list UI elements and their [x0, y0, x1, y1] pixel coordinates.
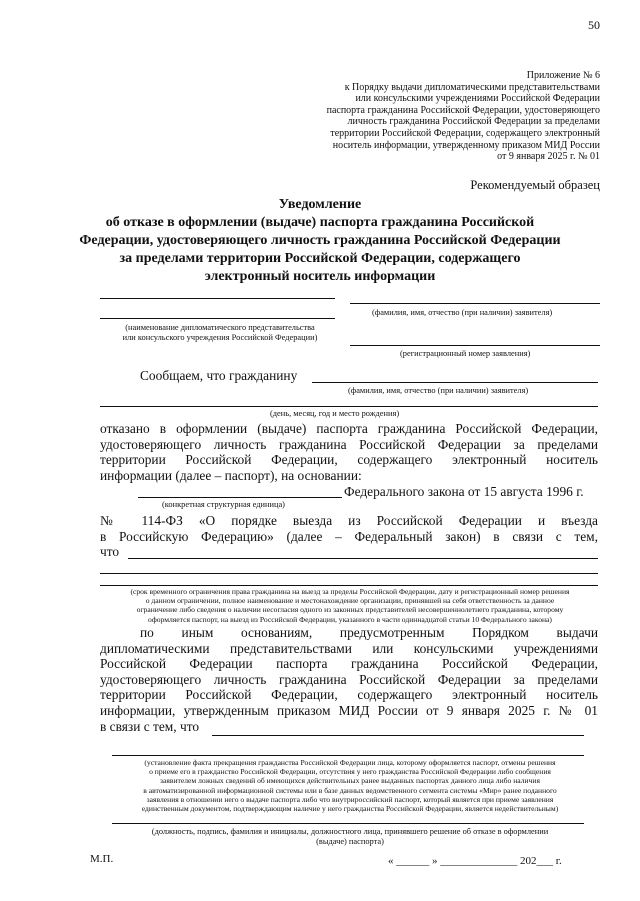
annex-line: носитель информации, утвержденному приказом МИД России [332, 139, 600, 151]
title-line: за пределами территории Российской Федерации, содержащего [119, 251, 521, 266]
federal-law-text: Федерального закона от 15 августа 1996 г. [344, 484, 584, 499]
reason-field-1[interactable] [128, 558, 598, 559]
annex-line: от 9 января 2025 г. № 01 [497, 151, 600, 163]
refusal-line: отказано в оформлении (выдаче) паспорта гражданина Российской Федерации, [100, 421, 598, 436]
mission-name-caption [100, 323, 340, 343]
refusal-line: информации (далее – паспорт), на основании: [100, 467, 362, 483]
applicant-name-field[interactable] [350, 303, 600, 304]
annex-line: личность гражданина Российской Федерации за пределами [347, 116, 600, 128]
other-grounds-paragraph [100, 625, 598, 734]
registration-number-caption: (регистрационный номер заявления) [400, 349, 531, 358]
mission-caption-line: (наименование дипломатического представительства [125, 323, 315, 332]
citizen-name-caption: (фамилия, имя, отчество (при наличии) заявителя) [348, 386, 529, 395]
structural-unit-field[interactable] [138, 497, 342, 498]
caption-line: (срок временного ограничения права гражданина на выезд за пределы Российской Федерации, дату и регистрационный номер решения [130, 587, 570, 596]
law-paragraph [100, 513, 598, 560]
law-line: что [100, 544, 120, 560]
document-title [60, 196, 580, 286]
structural-unit-caption: (конкретная структурная единица) [162, 500, 285, 509]
caption-line: единственным документом, подтверждающим наличие у него гражданства Российской Федерации, является недействительным) [141, 804, 559, 814]
caption-line: в автоматизированной информационной системы или в базе данных ведомственного сегмента системы «Мир» ранее поданного [143, 785, 557, 795]
official-caption-line: (выдаче) паспорта) [316, 837, 384, 846]
refusal-line: удостоверяющего личность гражданина Российской Федерации за пределами [100, 436, 598, 452]
other-line: территории Российской Федерации, содержащего электронный носитель [100, 687, 598, 703]
other-line: Российской Федерации паспорта гражданина Российской Федерации, [100, 656, 598, 672]
title-line: электронный носитель информации [204, 269, 436, 284]
other-line: дипломатическими представительствами или консульскими учреждениями [100, 640, 598, 656]
caption-line: о приеме его в гражданство Российской Федерации, отсутствия у него гражданства Российской Федерации либо сообщения [149, 767, 551, 777]
annex-block [200, 70, 600, 163]
title-line: об отказе в оформлении (выдаче) паспорта гражданина Российской [105, 215, 535, 230]
birth-field[interactable] [100, 406, 598, 407]
other-reason-field-2[interactable] [112, 755, 584, 756]
caption-line: оформляется паспорт, на выезд из Российской Федерации, указанного в части одиннадцатой статьи 10 Федерального закона) [148, 614, 552, 624]
annex-line: или консульскими учреждениями Российской Федерации [355, 93, 600, 105]
termination-caption [100, 758, 600, 813]
mission-caption-line: или консульского учреждения Российской Федерации) [122, 333, 318, 342]
date-field[interactable]: « ______ » ______________ 202___ г. [388, 855, 562, 867]
citizen-name-field[interactable] [312, 382, 598, 383]
caption-line: (установление факта прекращения гражданства Российской Федерации лица, которому оформляется паспорт, отмены решения [144, 758, 556, 767]
law-line: № 114-ФЗ «О порядке выезда из Российской Федерации и въезда [100, 513, 598, 528]
caption-line: заявления в отношении него о выдаче паспорта либо что внутрироссийский паспорт, который является при приеме заявления [146, 794, 554, 804]
other-reason-field-1[interactable] [212, 735, 584, 736]
mission-name-field-2[interactable] [100, 318, 335, 319]
recommended-sample: Рекомендуемый образец [470, 178, 600, 192]
annex-line: Приложение № 6 [526, 70, 600, 81]
official-caption-line: (должность, подпись, фамилия и инициалы, должностного лица, принявшего решение об отказе в оформлении [151, 827, 549, 836]
annex-line: паспорта гражданина Российской Федерации, удостоверяющего [326, 104, 600, 116]
title-heading: Уведомление [278, 197, 362, 212]
mission-name-field[interactable] [100, 298, 335, 299]
official-signature-field[interactable] [112, 823, 584, 824]
law-line: в Российскую Федерацию» (далее – Федеральный закон) в связи с тем, [100, 528, 598, 544]
refusal-paragraph [100, 421, 598, 483]
reason-field-3[interactable] [100, 585, 598, 586]
other-line: в связи с тем, что [100, 718, 200, 734]
caption-line: ограничение либо сведения о наличии несогласия одного из законных представителей несовершеннолетнего гражданина, которому [136, 605, 564, 615]
registration-number-field[interactable] [350, 345, 600, 346]
annex-line: к Порядку выдачи дипломатическими представительствами [344, 81, 600, 93]
title-line: Федерации, удостоверяющего личность гражданина Российской Федерации [79, 233, 561, 248]
inform-text: Сообщаем, что гражданину [140, 368, 298, 383]
restriction-caption [96, 587, 604, 624]
other-line: по иным основаниям, предусмотренным Порядком выдачи [140, 625, 598, 640]
page-number: 50 [588, 18, 600, 32]
caption-line: о данном ограничении, полное наименование и местонахождение организации, принявшей на себя ответственность за данное [145, 596, 555, 606]
official-caption [100, 827, 600, 847]
applicant-name-caption: (фамилия, имя, отчество (при наличии) заявителя) [372, 308, 553, 317]
refusal-line: территории Российской Федерации, содержащего электронный носитель [100, 452, 598, 468]
reason-field-2[interactable] [100, 573, 598, 574]
caption-line: заявителем ложных сведений об имеющихся действительных ранее выданных паспортах данного лица либо наличия [160, 776, 540, 786]
other-line: удостоверяющего личность гражданина Российской Федерации за пределами [100, 671, 598, 687]
annex-line: территории Российской Федерации, содержащего электронный [330, 127, 600, 139]
stamp-label: М.П. [90, 853, 114, 865]
other-line: информации, утвержденным приказом МИД России от 9 января 2025 г. № 01 [100, 702, 598, 718]
birth-caption: (день, месяц, год и место рождения) [270, 409, 400, 418]
